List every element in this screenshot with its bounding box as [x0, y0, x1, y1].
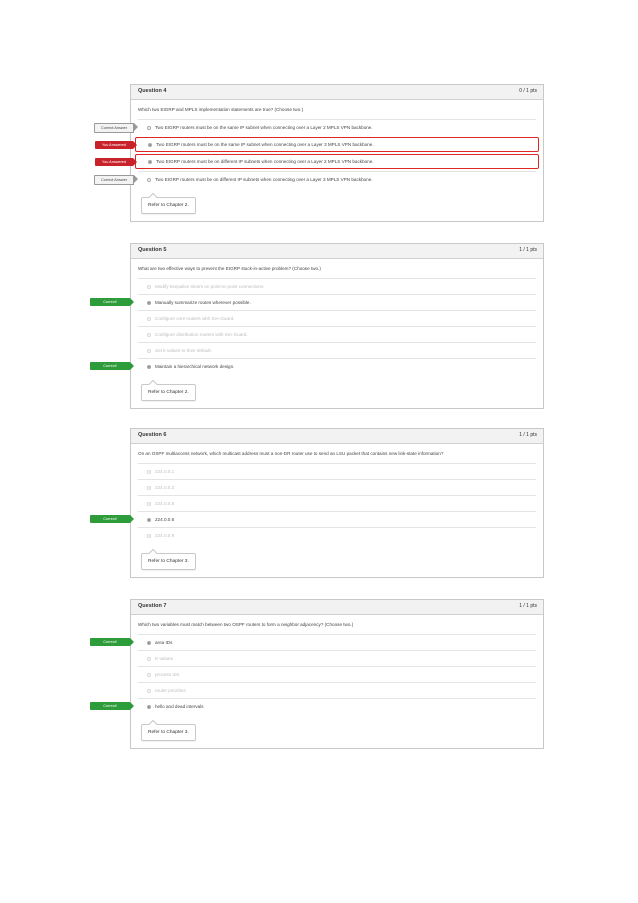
question-title: Question 6: [138, 432, 167, 438]
answer-text: Configure core routers with SIA-Guard.: [155, 316, 235, 321]
radio-button[interactable]: [147, 518, 151, 522]
correct-answer-badge: Correct Answer: [94, 123, 134, 133]
radio-button[interactable]: [147, 705, 151, 709]
answer-text: Two EIGRP routers must be on the same IP subnet when connecting over a Layer 2 MPLS VPN backbone.: [155, 125, 373, 130]
answer-option[interactable]: [138, 278, 536, 294]
answer-text: 224.0.0.9: [155, 533, 175, 538]
answer-list: [103, 278, 536, 374]
you-answered-badge: You Answered: [95, 141, 133, 149]
answer-text: Modify keepalive timers on point-to-point connections.: [155, 284, 265, 289]
answer-text: hello and dead intervals: [155, 704, 204, 709]
answer-option[interactable]: [103, 698, 536, 714]
answer-text: 224.0.0.6: [155, 517, 175, 522]
answer-text: Set k-values to their default.: [155, 348, 212, 353]
refer-to-chapter-note: Refer to Chapter 3.: [141, 553, 196, 570]
refer-container: [131, 543, 543, 577]
radio-button[interactable]: [147, 301, 151, 305]
answer-option[interactable]: [138, 527, 536, 543]
radio-button[interactable]: [147, 333, 151, 337]
answer-text: Two EIGRP routers must be on different IP subnets when connecting over a Layer 3 MPLS VPN backbone.: [155, 177, 373, 182]
radio-button[interactable]: [148, 143, 152, 147]
radio-button[interactable]: [147, 534, 151, 538]
answer-text: Configure distribution routers with SIA-Guard.: [155, 332, 248, 337]
answer-option[interactable]: [138, 682, 536, 698]
answer-option[interactable]: [138, 463, 536, 479]
question-text: What are two effective ways to prevent the EIGRP stuck-in-active problem? (Choose two.): [138, 266, 321, 271]
question-points: 1 / 1 pts: [519, 247, 537, 253]
answer-option[interactable]: [101, 119, 536, 135]
radio-button[interactable]: [148, 160, 152, 164]
answer-option[interactable]: [101, 171, 536, 187]
answer-option[interactable]: [138, 495, 536, 511]
refer-to-chapter-note: Refer to Chapter 3.: [141, 724, 196, 741]
answer-list: [103, 634, 536, 714]
answer-option[interactable]: [138, 342, 536, 358]
answer-option[interactable]: [138, 650, 536, 666]
answer-text: Manually summarize routes wherever possible.: [155, 300, 251, 305]
question-title: Question 5: [138, 247, 167, 253]
question-header: [131, 429, 543, 444]
question-card: [103, 599, 544, 749]
answer-option[interactable]: [103, 511, 536, 527]
radio-button[interactable]: [147, 317, 151, 321]
correct-badge: Correct!: [90, 638, 130, 646]
question-title: Question 7: [138, 603, 167, 609]
radio-button[interactable]: [147, 689, 151, 693]
radio-button[interactable]: [147, 285, 151, 289]
question-card: [103, 428, 544, 578]
answer-option[interactable]: [138, 310, 536, 326]
answer-text: Two EIGRP routers must be on the same IP subnet when connecting over a Layer 3 MPLS VPN backbone.: [156, 142, 374, 147]
radio-button[interactable]: [147, 641, 151, 645]
answer-option[interactable]: [103, 358, 536, 374]
correct-badge: Correct!: [90, 362, 130, 370]
correct-badge: Correct!: [90, 702, 130, 710]
radio-button[interactable]: [147, 365, 151, 369]
answer-option[interactable]: [138, 666, 536, 682]
radio-button[interactable]: [147, 126, 151, 130]
answer-option[interactable]: [101, 137, 539, 152]
question-text: Which two variables must match between two OSPF routers to form a neighbor adjacency? (Choose two.): [138, 622, 354, 627]
answer-text: 224.0.0.1: [155, 469, 175, 474]
answer-option[interactable]: [138, 326, 536, 342]
question-card: [103, 243, 544, 409]
radio-button[interactable]: [147, 349, 151, 353]
question-points: 1 / 1 pts: [519, 432, 537, 438]
refer-container: [131, 714, 543, 748]
answer-text: K-values: [155, 656, 173, 661]
you-answered-badge: You Answered: [95, 158, 133, 166]
refer-container: [131, 187, 543, 221]
refer-container: [131, 374, 543, 408]
question-text: Which two EIGRP and MPLS implementation statements are true? (Choose two.): [138, 107, 304, 112]
answer-text: 224.0.0.2: [155, 485, 175, 490]
radio-button[interactable]: [147, 486, 151, 490]
radio-button[interactable]: [147, 470, 151, 474]
answer-option[interactable]: [101, 154, 539, 169]
radio-button[interactable]: [147, 502, 151, 506]
answer-option[interactable]: [103, 634, 536, 650]
answer-text: Two EIGRP routers must be on different IP subnets when connecting over a Layer 2 MPLS VPN backbone.: [156, 159, 374, 164]
correct-badge: Correct!: [90, 298, 130, 306]
question-text: On an OSPF multiaccess network, which multicast address must a non-DR router use to send an LSU packet that contains new link-state information?: [138, 451, 444, 456]
refer-to-chapter-note: Refer to Chapter 2.: [141, 197, 196, 214]
answer-list: [103, 463, 536, 543]
answer-text: router priorities: [155, 688, 186, 693]
correct-badge: Correct!: [90, 515, 130, 523]
correct-answer-badge: Correct Answer: [94, 175, 134, 185]
question-card: [101, 84, 544, 222]
question-points: 1 / 1 pts: [519, 603, 537, 609]
answer-text: 224.0.0.5: [155, 501, 175, 506]
radio-button[interactable]: [147, 657, 151, 661]
answer-list: [101, 119, 536, 187]
answer-option[interactable]: [103, 294, 536, 310]
refer-to-chapter-note: Refer to Chapter 2.: [141, 384, 196, 401]
question-header: [131, 600, 543, 615]
radio-button[interactable]: [147, 178, 151, 182]
question-title: Question 4: [138, 88, 167, 94]
answer-option[interactable]: [138, 479, 536, 495]
question-header: [131, 244, 543, 259]
answer-text: process IDs: [155, 672, 180, 677]
answer-text: Maintain a hierarchical network design.: [155, 364, 235, 369]
radio-button[interactable]: [147, 673, 151, 677]
question-points: 0 / 1 pts: [519, 88, 537, 94]
question-header: [131, 85, 543, 100]
answer-text: area IDs: [155, 640, 173, 645]
